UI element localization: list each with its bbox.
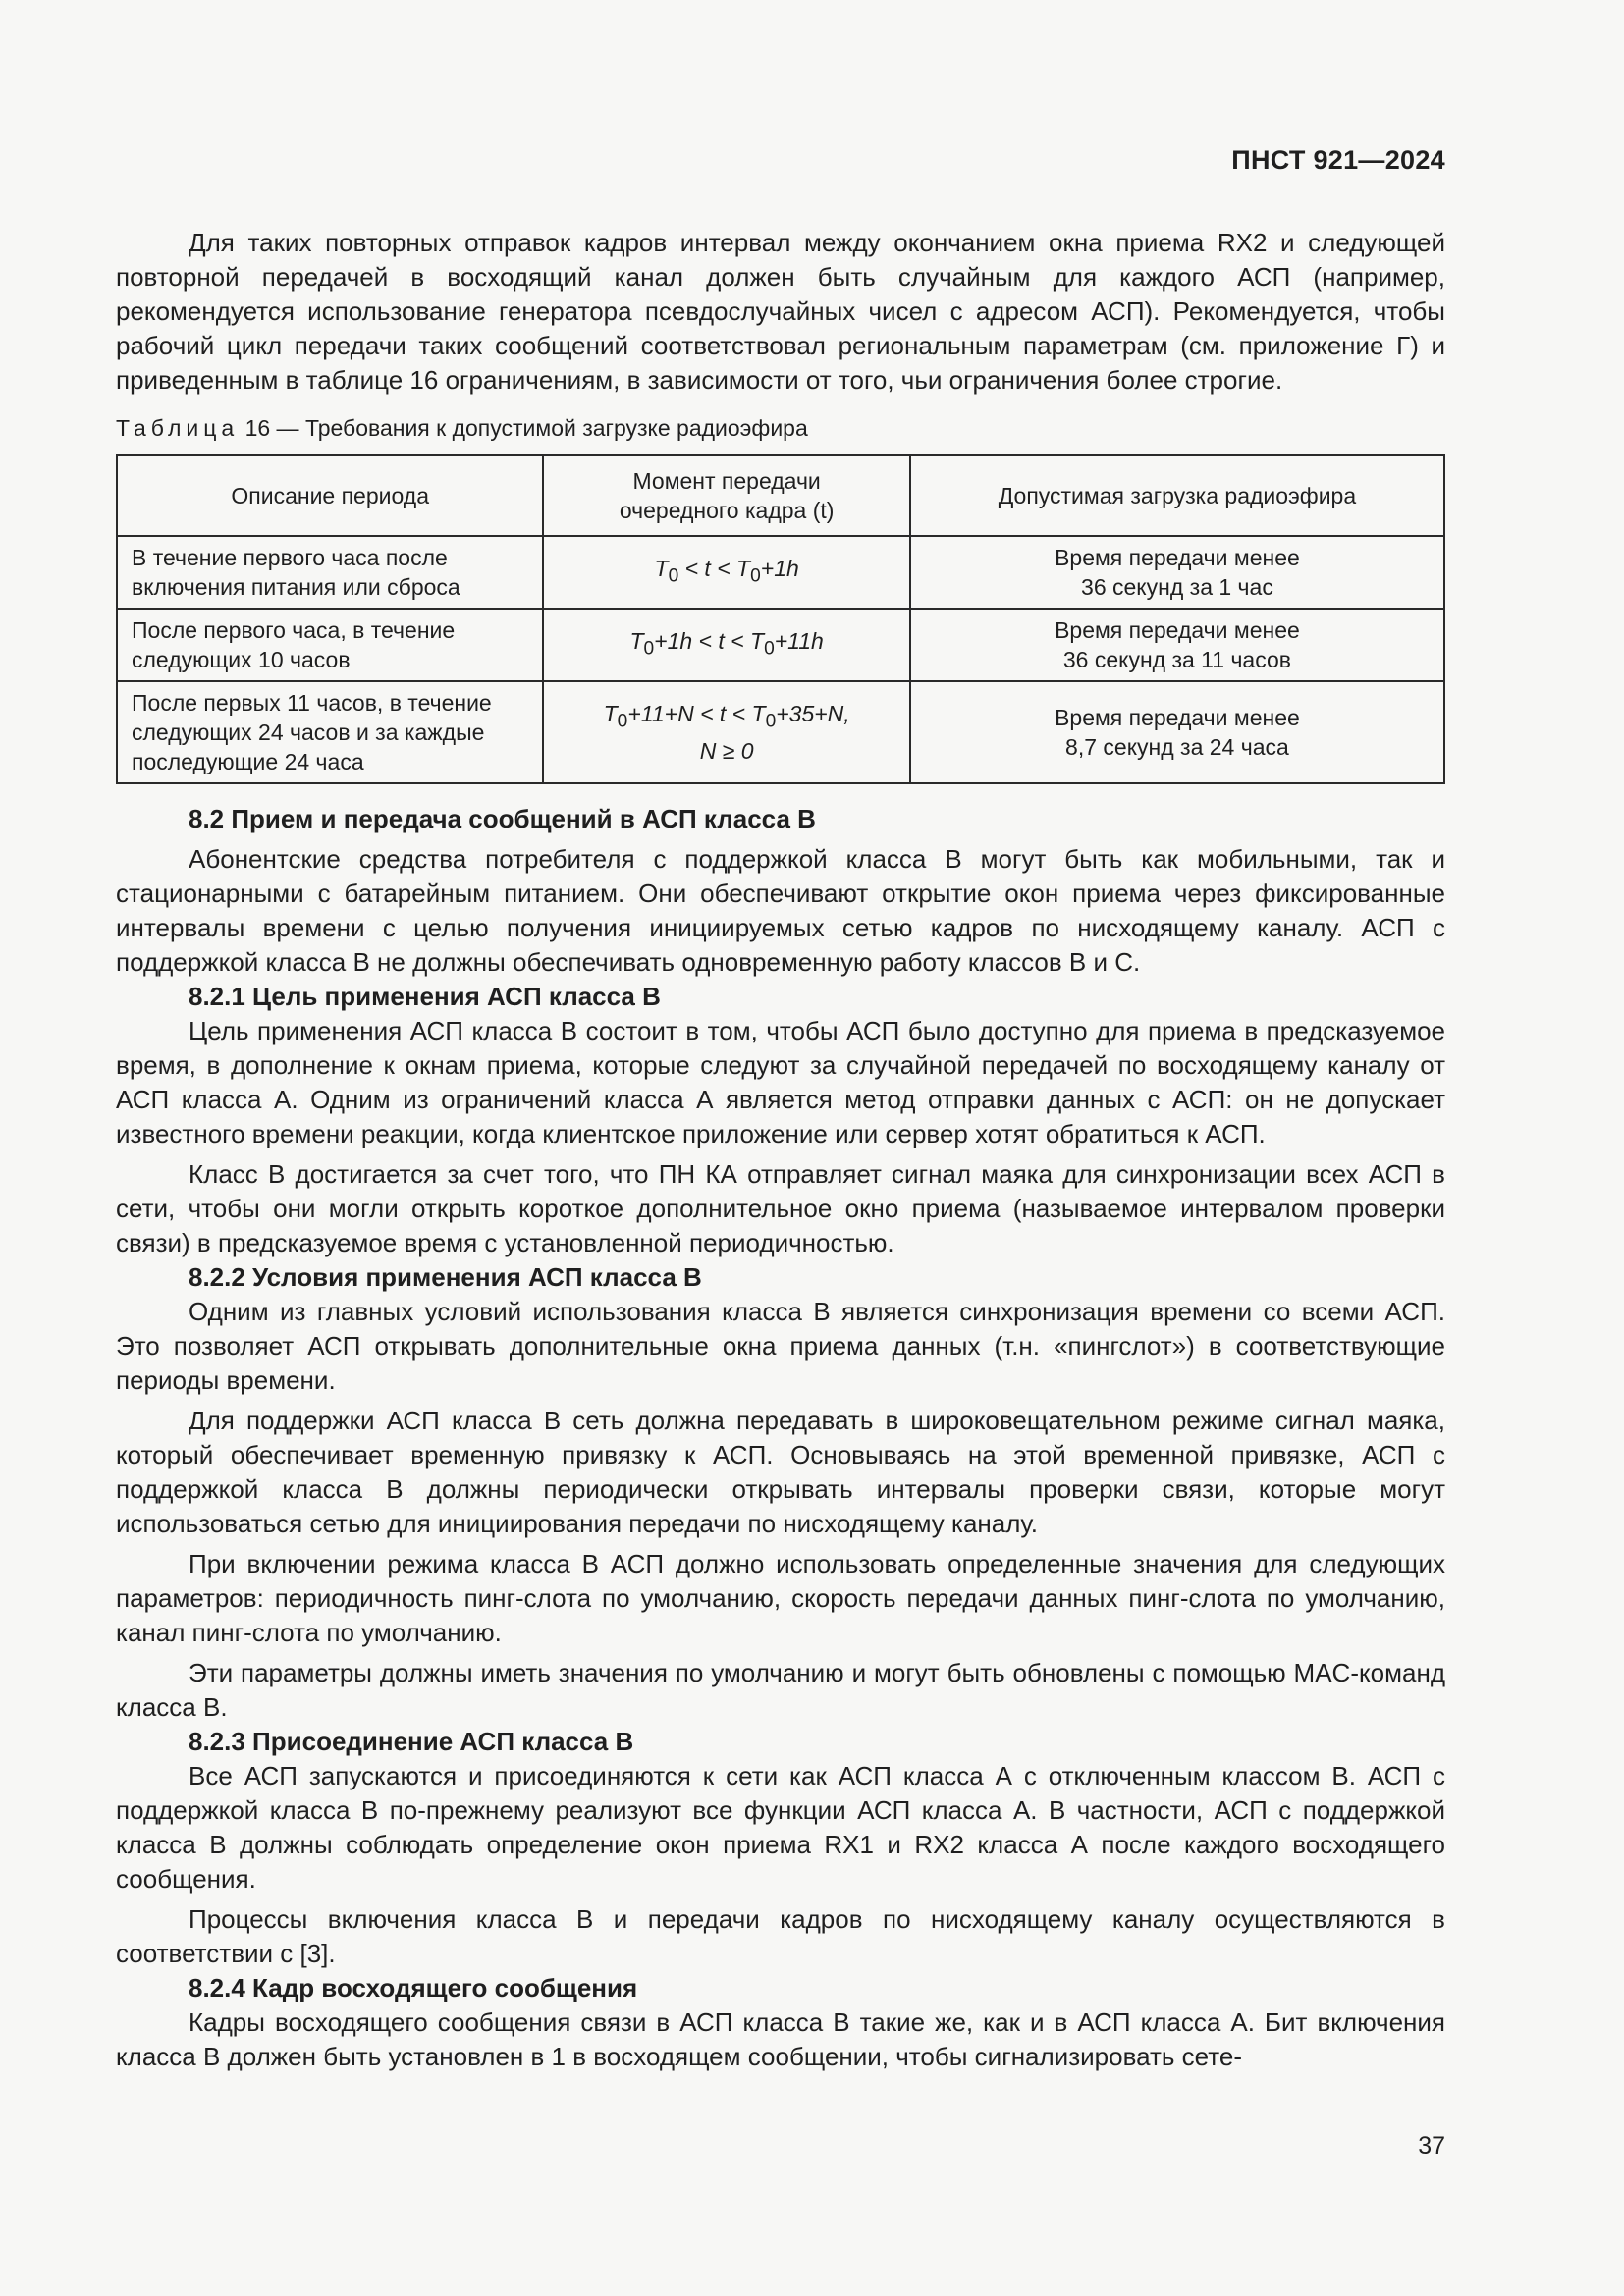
row3-moment-line2: N ≥ 0 [699,738,754,765]
table-header-row [117,455,1444,536]
table-caption-text: 16 — Требования к допустимой загрузке радиоэфира [244,415,808,441]
section-8-2-3-paragraph-1: Все АСП запускаются и присоединяются к сети как АСП класса А с отключенным классом B. АСП с поддержкой класса B по-прежнему реализуют все функции АСП класса А. В частности, АСП с поддержкой класса B должны соблюдать определение окон приема RX1 и RX2 класса А после каждого восходящего сообщения. [116,1761,1445,1894]
table-row [117,536,1444,609]
row2-period: После первого часа, в течение следующих 10 часов [117,609,543,681]
section-8-2-1-heading: 8.2.1 Цель применения АСП класса B [189,982,661,1011]
section-8-2-heading: 8.2 Прием и передача сообщений в АСП класса B [189,804,816,833]
row2-load-line1: Время передачи менее [1055,617,1300,643]
row3-moment-line1: $T_0+11+N < t < T_0+35+N$, [603,700,850,732]
section-8-2-3-paragraph-2: Процессы включения класса B и передачи кадров по нисходящему каналу осуществляются в соответствии с [3]. [116,1904,1445,1968]
row2-load-line2: 36 секунд за 11 часов [1062,647,1291,672]
header-moment-line2: очередного кадра (t) [619,498,835,523]
page-number: 37 [1418,2132,1445,2160]
subscript-zero: 0 [765,711,777,732]
subscript-zero: 0 [750,565,761,587]
section-8-2-paragraph: Абонентские средства потребителя с поддержкой класса B могут быть как мобильными, так и стационарными с батарейным питанием. Они обеспечивают открытие окон приема через фиксированные интервалы времени с целью получения инициируемых сетью кадров по нисходящему каналу. АСП с поддержкой класса B не должны обеспечивать одновременную работу классов B и C. [116,844,1445,977]
section-8-2-1-paragraph-1: Цель применения АСП класса B состоит в том, чтобы АСП было доступно для приема в предсказуемое время, в дополнение к окнам приема, которые следуют за случайной передачей по восходящему каналу от АСП класса А. Одним из ограничений класса А является метод отправки данных с АСП: он не допускает известного времени реакции, когда клиентское приложение или сервер хотят обратиться к АСП. [116,1016,1445,1148]
section-8-2-2-paragraph-1: Одним из главных условий использования класса B является синхронизация времени со всеми АСП. Это позволяет АСП открывать дополнительные окна приема данных (т.н. «пингслот») в соответствующие периоды времени. [116,1297,1445,1395]
row3-load-line2: 8,7 секунд за 24 часа [1065,734,1289,760]
section-8-2-4-heading: 8.2.4 Кадр восходящего сообщения [189,1973,638,2002]
row1-moment: $T_0 < t < T_0+1h$ [543,536,909,609]
subscript-zero: 0 [764,638,775,660]
table-row [117,609,1444,681]
subscript-zero: 0 [617,711,628,732]
table-caption [116,413,1445,443]
section-8-2-1-paragraph-2: Класс B достигается за счет того, что ПН КА отправляет сигнал маяка для синхронизации всех АСП в сети, чтобы они могли открыть короткое дополнительное окно приема (называемое интервалом проверки связи) в предсказуемое время с установленной периодичностью. [116,1159,1445,1257]
section-8-2-2-paragraph-3: При включении режима класса B АСП должно использовать определенные значения для следующих параметров: периодичность пинг-слота по умолчанию, скорость передачи данных пинг-слота по умолчанию, канал пинг-слота по умолчанию. [116,1549,1445,1647]
row3-load-line1: Время передачи менее [1055,705,1300,730]
header-period: Описание периода [117,455,543,536]
section-8-2-2-paragraph-2: Для поддержки АСП класса B сеть должна передавать в широковещательном режиме сигнал маяка, который обеспечивает временную привязку к АСП. Основываясь на этой временной привязке, АСП с поддержкой класса B должны периодически открывать интервалы проверки связи, которые могут использоваться сетью для инициирования передачи по нисходящему каналу. [116,1406,1445,1538]
header-load: Допустимая загрузка радиоэфира [910,455,1444,536]
row1-load-line1: Время передачи менее [1055,545,1300,570]
intro-paragraph: Для таких повторных отправок кадров интервал между окончанием окна приема RX2 и следующей повторной передачей в восходящий канал должен быть случайным для каждого АСП (например, рекомендуется использование генератора псевдослучайных чисел с адресом АСП). Рекомендуется, чтобы рабочий цикл передачи таких сообщений соответствовал региональным параметрам (см. приложение Г) и приведенным в таблице 16 ограничениям, в зависимости от того, чьи ограничения более строгие. [116,228,1445,395]
row3-load [910,681,1444,783]
row3-moment [543,681,909,783]
row2-moment: $T_0+1h < t < T_0+11h$ [543,609,909,681]
section-8-2-4-paragraph-1: Кадры восходящего сообщения связи в АСП класса B такие же, как и в АСП класса А. Бит включения класса B должен быть установлен в 1 в восходящем сообщении, чтобы сигнализировать сете- [116,2007,1445,2071]
page-content [116,226,1445,2074]
row2-load [910,609,1444,681]
row1-load [910,536,1444,609]
subscript-zero: 0 [643,638,655,660]
header-moment [543,455,909,536]
table-row [117,681,1444,783]
row3-period: После первых 11 часов, в течение следующих 24 часов и за каждые последующие 24 часа [117,681,543,783]
row1-period: В течение первого часа после включения питания или сброса [117,536,543,609]
header-moment-line1: Момент передачи [632,468,821,494]
section-8-2-2-heading: 8.2.2 Условия применения АСП класса B [189,1262,702,1292]
row1-load-line2: 36 секунд за 1 час [1081,574,1273,600]
table-caption-label: Таблица [116,415,240,441]
section-8-2-2-paragraph-4: Эти параметры должны иметь значения по умолчанию и могут быть обновлены с помощью MAC-команд класса B. [116,1658,1445,1722]
airtime-table [116,454,1445,784]
section-8-2-3-heading: 8.2.3 Присоединение АСП класса B [189,1727,634,1756]
subscript-zero: 0 [668,565,679,587]
document-id: ПНСТ 921—2024 [1231,145,1445,175]
